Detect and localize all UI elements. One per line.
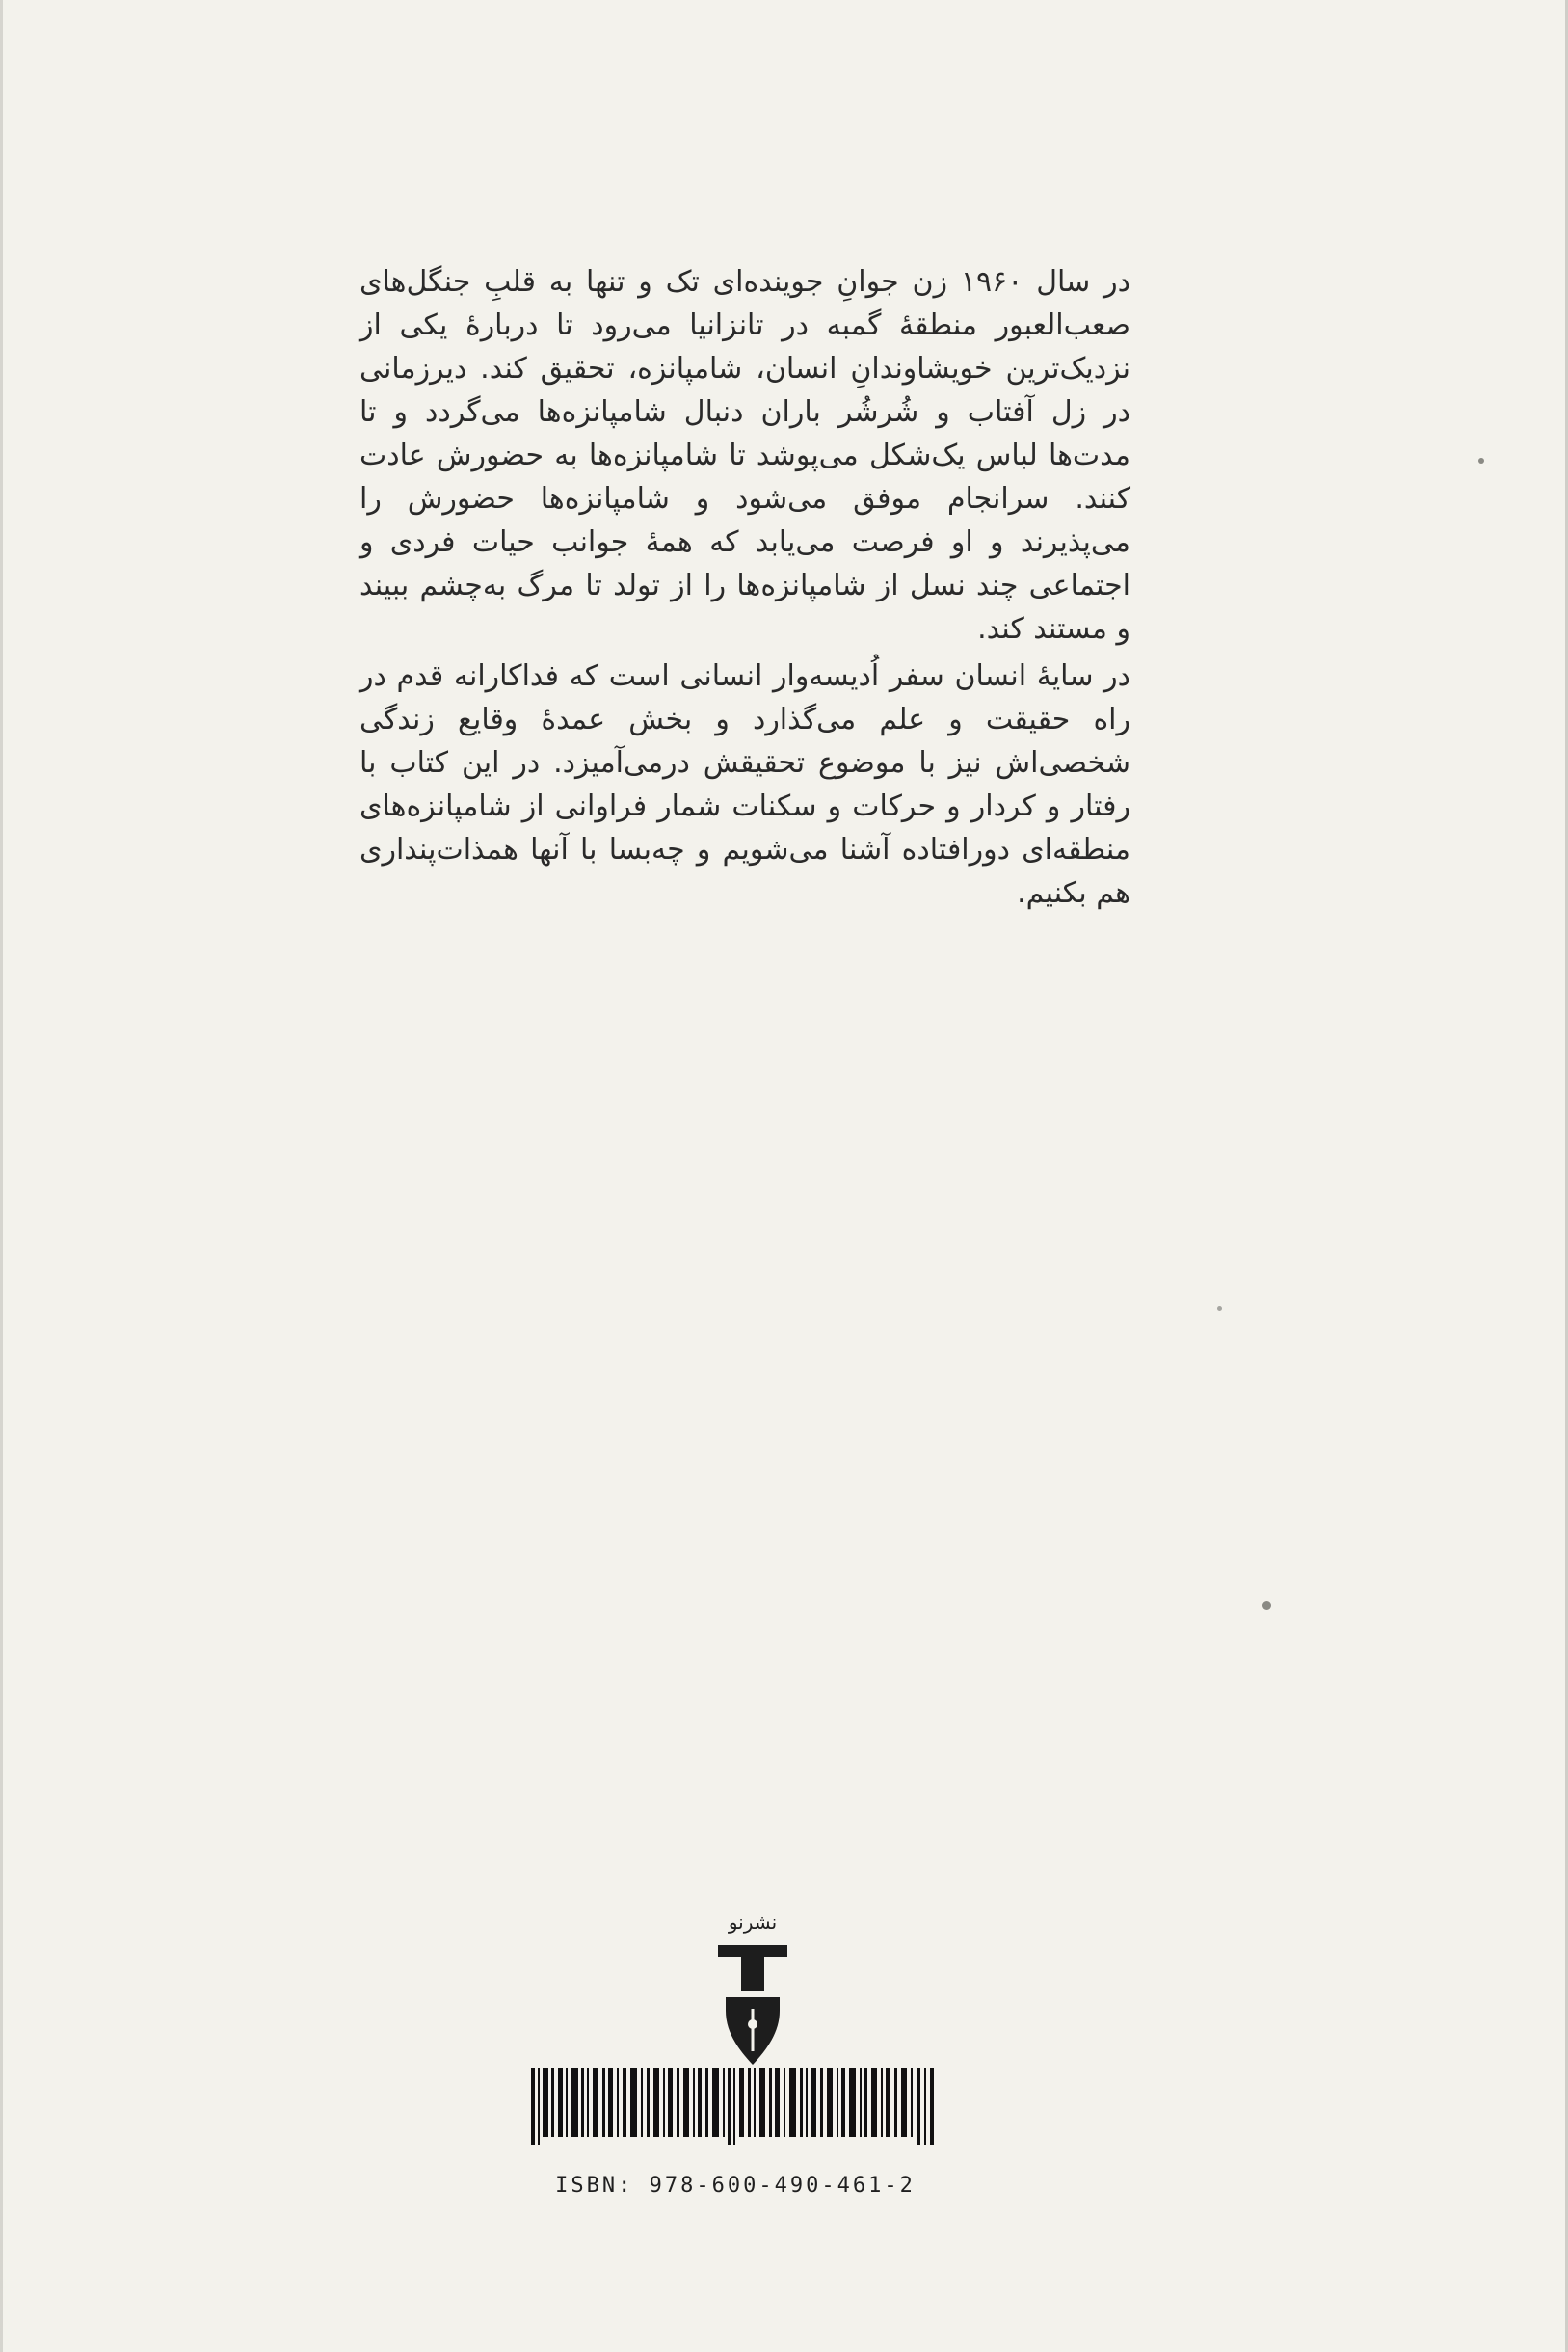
print-speck [1217,1306,1222,1311]
print-speck [1262,1601,1271,1610]
isbn-number: ISBN: 978-600-490-461-2 [555,2174,916,2198]
blurb-paragraph-2: در سایهٔ انسان سفر اُدیسه‌وار انسانی است که فداکارانه قدم در راه حقیقت و علم می‌گذارد و بخش عمدهٔ وقایع زندگی شخصی‌اش نیز با موضوع تحقیقش درمی‌آمیزد. در این کتاب با رفتار و کردار و حرکات و سکنات شمار فراوانی از شامپانزه‌های منطقه‌ای دورافتاده آشنا می‌شویم و چه‌بسا با آنها همذات‌پنداری هم بکنیم. [359,659,1130,910]
barcode-icon [531,2068,936,2145]
publisher-name: نشرنو [728,1911,778,1934]
blurb-paragraph-1: در سال ۱۹۶۰ زن جوانِ جوینده‌ای تک و تنها به قلبِ جنگل‌های صعب‌العبور منطقهٔ گمبه در تانزانیا می‌رود تا دربارهٔ یکی از نزدیک‌ترین خویشاوندانِ انسان، شامپانزه، تحقیق کند. دیرزمانی در زل آفتاب و شُرشُر باران دنبال شامپانزه‌ها می‌گردد و تا مدت‌ها لباس یک‌شکل می‌پوشد تا شامپانزه‌ها به حضورش عادت کنند. سرانجام موفق می‌شود و شامپانزه‌ها حضورش را می‌پذیرند و او فرصت می‌یابد که همهٔ جوانب حیات فردی و اجتماعی چند نسل از شامپانزه‌ها را از تولد تا مرگ به‌چشم ببیند و مستند کند. [359,265,1130,646]
blurb-text [359,260,1130,915]
print-speck [1478,458,1484,464]
